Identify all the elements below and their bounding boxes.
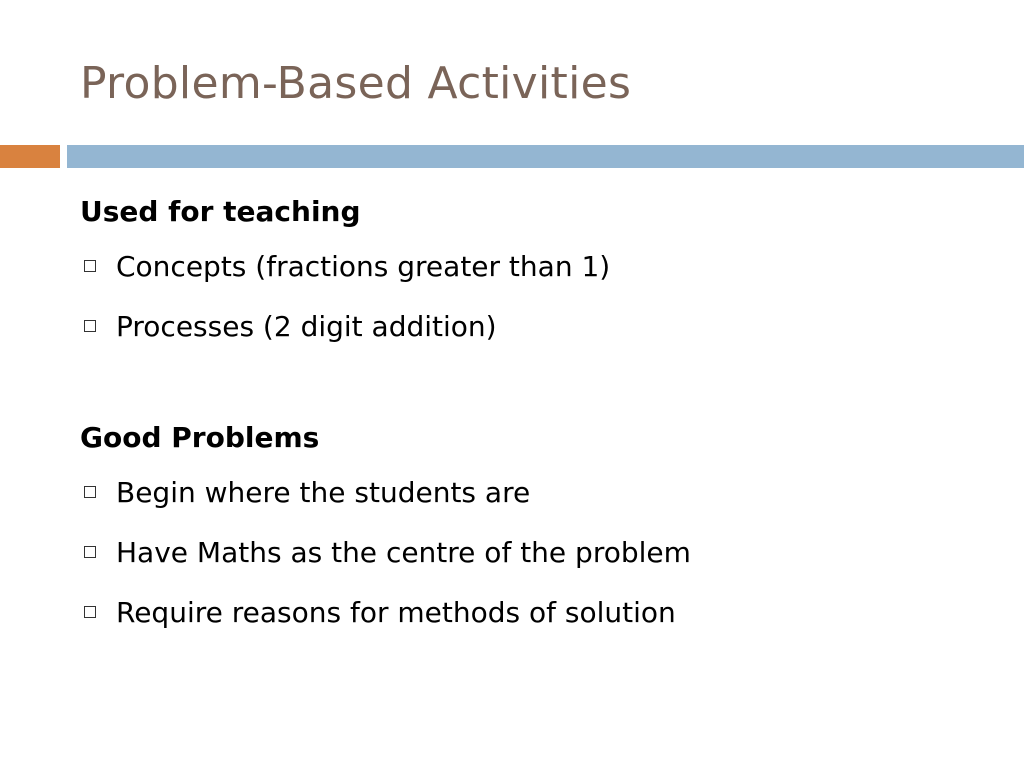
bullet-item	[80, 522, 1000, 582]
title-divider-bar	[67, 145, 1024, 168]
bullet-item	[80, 462, 1000, 522]
hollow-square-bullet-icon	[84, 546, 96, 558]
section-heading-used-for-teaching: Used for teaching	[80, 195, 361, 228]
slide-title: Problem-Based Activities	[80, 58, 632, 109]
hollow-square-bullet-icon	[84, 606, 96, 618]
bullet-text: Have Maths as the centre of the problem	[116, 535, 691, 569]
section-spacer	[80, 356, 1000, 414]
bullet-item	[80, 582, 1000, 642]
bullet-text: Processes (2 digit addition)	[116, 309, 497, 343]
slide-body	[80, 188, 1000, 642]
bullet-item	[80, 296, 1000, 356]
bullet-text: Concepts (fractions greater than 1)	[116, 249, 611, 283]
hollow-square-bullet-icon	[84, 320, 96, 332]
bullet-text: Begin where the students are	[116, 475, 531, 509]
bullet-text: Require reasons for methods of solution	[116, 595, 676, 629]
hollow-square-bullet-icon	[84, 260, 96, 272]
title-accent-bar	[0, 145, 60, 168]
hollow-square-bullet-icon	[84, 486, 96, 498]
section-heading-good-problems: Good Problems	[80, 421, 320, 454]
bullet-item	[80, 236, 1000, 296]
